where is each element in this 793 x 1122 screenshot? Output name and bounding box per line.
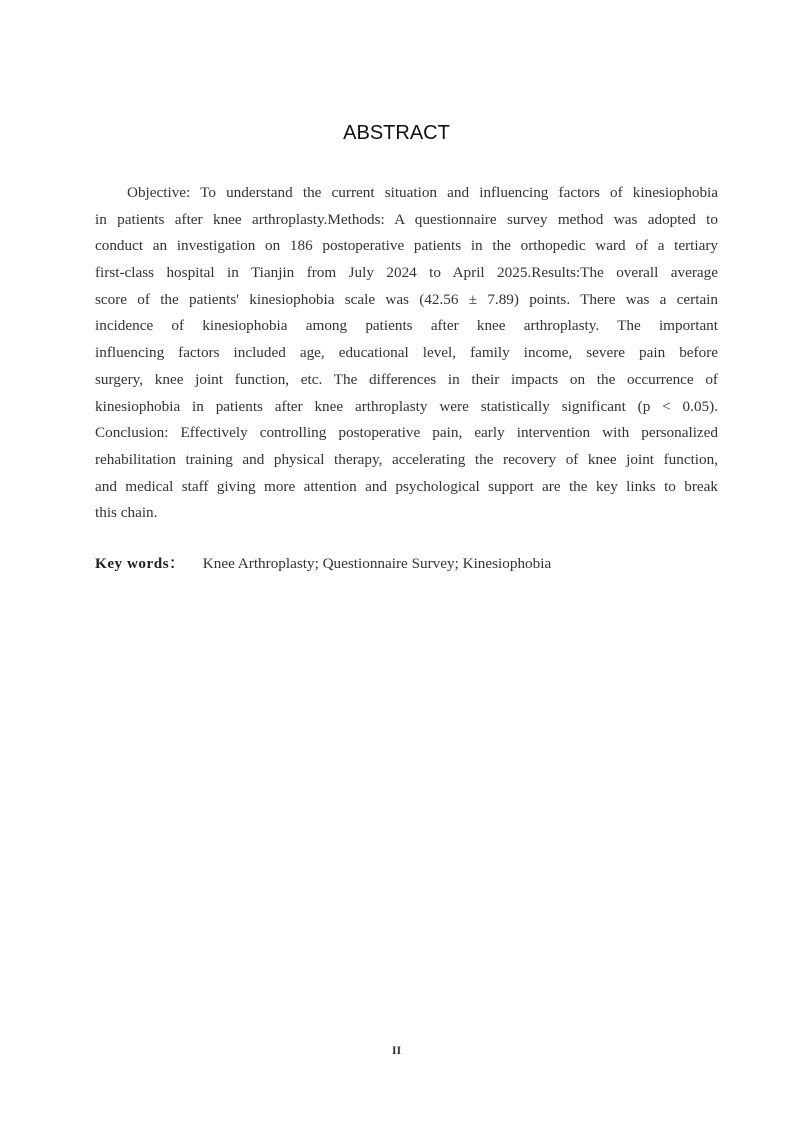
keywords-values: Knee Arthroplasty; Questionnaire Survey; Kinesiophobia <box>202 555 552 572</box>
abstract-line: rehabilitation training and physical therapy, accelerating the recovery of knee joint function, <box>95 450 718 468</box>
keywords-label: Key words： <box>95 555 185 572</box>
abstract-line: surgery, knee joint function, etc. The differences in their impacts on the occurrence of <box>95 370 718 388</box>
abstract-line: conduct an investigation on 186 postoperative patients in the orthopedic ward of a tertiary <box>95 237 718 255</box>
abstract-line: and medical staff giving more attention and psychological support are the key links to break <box>95 477 718 495</box>
abstract-line: incidence of kinesiophobia among patients after knee arthroplasty. The important <box>95 317 718 335</box>
abstract-line: influencing factors included age, educational level, family income, severe pain before <box>95 344 718 362</box>
abstract-line: Conclusion: Effectively controlling postoperative pain, early intervention with personalized <box>95 424 718 442</box>
abstract-line: in patients after knee arthroplasty.Methods: A questionnaire survey method was adopted to <box>95 210 718 228</box>
abstract-body <box>95 180 718 527</box>
abstract-line: first-class hospital in Tianjin from July 2024 to April 2025.Results:The overall average <box>95 264 718 282</box>
keywords <box>95 552 551 573</box>
abstract-title: ABSTRACT <box>343 122 450 144</box>
abstract-line: score of the patients' kinesiophobia scale was (42.56 ± 7.89) points. There was a certain <box>95 290 718 308</box>
page-number: II <box>391 1043 402 1057</box>
abstract-line: kinesiophobia in patients after knee arthroplasty were statistically significant (p < 0.05). <box>95 397 718 415</box>
abstract-line: Objective: To understand the current situation and influencing factors of kinesiophobia <box>127 184 718 201</box>
abstract-line: this chain. <box>95 504 158 522</box>
